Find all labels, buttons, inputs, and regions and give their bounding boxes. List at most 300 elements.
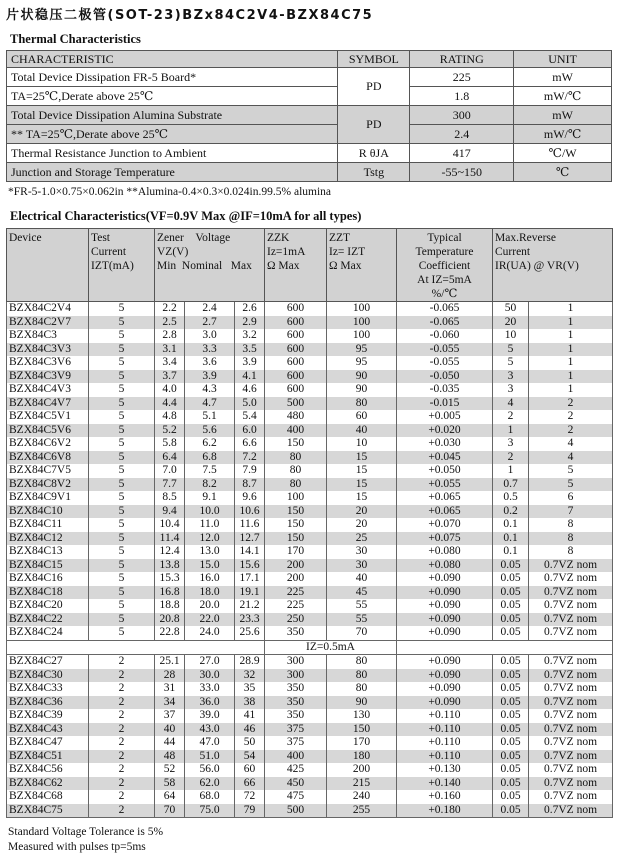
page-title: 片状稳压二极管(SOT-23)BZx84C2V4-BZX84C75 [6, 8, 374, 23]
device-cell: BZX84C24 [7, 626, 89, 640]
vz-max-cell: 4.6 [235, 383, 265, 397]
electrical-header-row [7, 229, 613, 302]
pulse-note: Measured with pulses tp=5ms [8, 841, 146, 853]
temp-coef-cell: +0.005 [397, 410, 493, 424]
zzk-cell: 400 [265, 424, 327, 438]
zzt-cell: 200 [327, 763, 397, 777]
zzk-cell: 600 [265, 329, 327, 343]
ir-cell: 1 [493, 464, 529, 478]
temp-coef-cell: +0.090 [397, 599, 493, 613]
vz-nom-cell: 20.0 [185, 599, 235, 613]
characteristic-cell: Thermal Resistance Junction to Ambient [7, 144, 338, 163]
device-cell: BZX84C15 [7, 559, 89, 573]
test-current-cell: 2 [89, 696, 155, 710]
rating-cell: 225 [410, 68, 514, 87]
zzk-cell: 80 [265, 464, 327, 478]
table-row [7, 397, 613, 411]
vr-cell: 0.7VZ nom [529, 613, 613, 627]
vz-nom-cell: 39.0 [185, 709, 235, 723]
table-row [7, 532, 613, 546]
zzk-cell: 300 [265, 669, 327, 683]
vz-max-cell: 7.2 [235, 451, 265, 465]
device-cell: BZX84C18 [7, 586, 89, 600]
characteristic-cell: Total Device Dissipation Alumina Substrate [7, 106, 338, 125]
vz-nom-cell: 13.0 [185, 545, 235, 559]
table-row [7, 478, 613, 492]
vz-min-cell: 25.1 [155, 655, 185, 669]
vz-nom-cell: 6.8 [185, 451, 235, 465]
device-cell: BZX84C51 [7, 750, 89, 764]
vz-min-cell: 2.8 [155, 329, 185, 343]
vz-nom-cell: 16.0 [185, 572, 235, 586]
header-line: IZT(mA) [91, 260, 134, 272]
device-cell: BZX84C8V2 [7, 478, 89, 492]
thermal-row [7, 144, 612, 163]
zzt-cell: 80 [327, 669, 397, 683]
temp-coef-cell: -0.055 [397, 356, 493, 370]
ir-cell: 10 [493, 329, 529, 343]
vz-max-cell: 66 [235, 777, 265, 791]
zzk-cell: 225 [265, 599, 327, 613]
temp-coef-cell: +0.090 [397, 586, 493, 600]
vz-min-cell: 20.8 [155, 613, 185, 627]
vz-nom-cell: 47.0 [185, 736, 235, 750]
vr-cell: 1 [529, 356, 613, 370]
table-row [7, 655, 613, 669]
header-line: VZ(V) [157, 246, 189, 258]
vr-cell: 1 [529, 329, 613, 343]
ir-cell: 5 [493, 356, 529, 370]
test-current-cell: 5 [89, 572, 155, 586]
device-cell: BZX84C75 [7, 804, 89, 818]
vz-min-cell: 3.1 [155, 343, 185, 357]
zzk-cell: 450 [265, 777, 327, 791]
vz-nom-cell: 4.3 [185, 383, 235, 397]
zzk-cell: 300 [265, 655, 327, 669]
vr-cell: 0.7VZ nom [529, 572, 613, 586]
vr-cell: 4 [529, 451, 613, 465]
table-row [7, 491, 613, 505]
test-current-cell: 2 [89, 669, 155, 683]
vz-max-cell: 7.9 [235, 464, 265, 478]
vz-max-cell: 12.7 [235, 532, 265, 546]
zzt-cell: 100 [327, 329, 397, 343]
temp-coef-cell: +0.090 [397, 696, 493, 710]
table-row [7, 518, 613, 532]
ir-cell: 0.05 [493, 682, 529, 696]
col-test-current [89, 229, 155, 302]
vr-cell: 2 [529, 424, 613, 438]
ir-cell: 0.05 [493, 750, 529, 764]
ir-cell: 3 [493, 370, 529, 384]
vz-nom-cell: 9.1 [185, 491, 235, 505]
thermal-table [6, 50, 612, 182]
ir-cell: 0.05 [493, 736, 529, 750]
table-row [7, 437, 613, 451]
vr-cell: 4 [529, 437, 613, 451]
vz-max-cell: 2.9 [235, 316, 265, 330]
zzt-cell: 30 [327, 545, 397, 559]
col-reverse-current [493, 229, 613, 302]
col-unit: UNIT [514, 51, 612, 68]
vz-min-cell: 40 [155, 723, 185, 737]
device-cell: BZX84C5V1 [7, 410, 89, 424]
vz-max-cell: 5.4 [235, 410, 265, 424]
vz-max-cell: 17.1 [235, 572, 265, 586]
ir-cell: 1 [493, 424, 529, 438]
zzt-cell: 20 [327, 505, 397, 519]
vz-min-cell: 6.4 [155, 451, 185, 465]
device-cell: BZX84C56 [7, 763, 89, 777]
zzt-cell: 20 [327, 518, 397, 532]
device-cell: BZX84C2V4 [7, 302, 89, 316]
vr-cell: 6 [529, 491, 613, 505]
vz-max-cell: 54 [235, 750, 265, 764]
zzk-cell: 350 [265, 696, 327, 710]
ir-cell: 0.05 [493, 599, 529, 613]
temp-coef-cell: +0.070 [397, 518, 493, 532]
vz-nom-cell: 43.0 [185, 723, 235, 737]
zzt-cell: 170 [327, 736, 397, 750]
temp-coef-cell: +0.065 [397, 505, 493, 519]
zzk-cell: 425 [265, 763, 327, 777]
rating-cell: -55~150 [410, 163, 514, 182]
temp-coef-cell: +0.130 [397, 763, 493, 777]
vz-nom-cell: 8.2 [185, 478, 235, 492]
zzk-cell: 600 [265, 302, 327, 316]
header-line: Ω Max [329, 260, 362, 272]
test-current-cell: 2 [89, 777, 155, 791]
test-current-cell: 5 [89, 343, 155, 357]
vz-min-cell: 31 [155, 682, 185, 696]
zzt-cell: 45 [327, 586, 397, 600]
vr-cell: 0.7VZ nom [529, 655, 613, 669]
zzk-cell: 80 [265, 451, 327, 465]
ir-cell: 0.05 [493, 763, 529, 777]
zzk-cell: 600 [265, 343, 327, 357]
vr-cell: 1 [529, 302, 613, 316]
zzk-cell: 600 [265, 356, 327, 370]
symbol-cell: Tstg [338, 163, 410, 182]
vz-max-cell: 11.6 [235, 518, 265, 532]
vz-nom-cell: 51.0 [185, 750, 235, 764]
ir-cell: 0.05 [493, 723, 529, 737]
ir-cell: 0.05 [493, 669, 529, 683]
vz-min-cell: 7.7 [155, 478, 185, 492]
table-row [7, 343, 613, 357]
ir-cell: 0.1 [493, 518, 529, 532]
test-current-cell: 2 [89, 655, 155, 669]
test-current-cell: 5 [89, 383, 155, 397]
vz-min-cell: 58 [155, 777, 185, 791]
ir-cell: 50 [493, 302, 529, 316]
unit-cell: mW/℃ [514, 87, 612, 106]
vz-min-cell: 11.4 [155, 532, 185, 546]
device-cell: BZX84C11 [7, 518, 89, 532]
vz-min-cell: 5.8 [155, 437, 185, 451]
vr-cell: 8 [529, 545, 613, 559]
table-row [7, 545, 613, 559]
device-cell: BZX84C43 [7, 723, 89, 737]
vr-cell: 0.7VZ nom [529, 709, 613, 723]
device-cell: BZX84C12 [7, 532, 89, 546]
test-current-cell: 5 [89, 329, 155, 343]
col-temp-coefficient [397, 229, 493, 302]
ir-cell: 4 [493, 397, 529, 411]
vr-cell: 0.7VZ nom [529, 790, 613, 804]
vz-nom-cell: 33.0 [185, 682, 235, 696]
table-row [7, 424, 613, 438]
ir-cell: 0.05 [493, 777, 529, 791]
zzk-cell: 150 [265, 532, 327, 546]
header-line: Zener Voltage [157, 232, 231, 244]
table-row [7, 505, 613, 519]
device-cell: BZX84C27 [7, 655, 89, 669]
vz-min-cell: 52 [155, 763, 185, 777]
test-current-cell: 5 [89, 505, 155, 519]
vz-min-cell: 10.4 [155, 518, 185, 532]
rating-cell: 2.4 [410, 125, 514, 144]
temp-coef-cell: -0.050 [397, 370, 493, 384]
vr-cell: 0.7VZ nom [529, 682, 613, 696]
vz-max-cell: 10.6 [235, 505, 265, 519]
test-current-cell: 5 [89, 518, 155, 532]
device-cell: BZX84C22 [7, 613, 89, 627]
unit-cell: ℃ [514, 163, 612, 182]
col-characteristic: CHARACTERISTIC [7, 51, 338, 68]
table-row [7, 696, 613, 710]
vz-min-cell: 28 [155, 669, 185, 683]
vz-max-cell: 35 [235, 682, 265, 696]
zzt-cell: 80 [327, 682, 397, 696]
temp-coef-cell: +0.160 [397, 790, 493, 804]
vz-max-cell: 38 [235, 696, 265, 710]
vz-nom-cell: 18.0 [185, 586, 235, 600]
table-row [7, 599, 613, 613]
characteristic-cell: Total Device Dissipation FR-5 Board* [7, 68, 338, 87]
temp-coef-cell: -0.065 [397, 316, 493, 330]
vr-cell: 2 [529, 397, 613, 411]
zzt-cell: 150 [327, 723, 397, 737]
vz-max-cell: 50 [235, 736, 265, 750]
test-current-cell: 2 [89, 750, 155, 764]
zzt-cell: 80 [327, 655, 397, 669]
ir-cell: 0.05 [493, 586, 529, 600]
vr-cell: 0.7VZ nom [529, 763, 613, 777]
device-cell: BZX84C6V2 [7, 437, 89, 451]
zzt-cell: 255 [327, 804, 397, 818]
vz-min-cell: 9.4 [155, 505, 185, 519]
temp-coef-cell: +0.065 [397, 491, 493, 505]
table-row [7, 723, 613, 737]
ir-cell: 0.05 [493, 655, 529, 669]
test-current-cell: 5 [89, 370, 155, 384]
rating-cell: 300 [410, 106, 514, 125]
ir-cell: 3 [493, 437, 529, 451]
zzk-cell: 375 [265, 723, 327, 737]
temp-coef-cell: +0.050 [397, 464, 493, 478]
ir-cell: 0.1 [493, 545, 529, 559]
ir-cell: 3 [493, 383, 529, 397]
test-current-cell: 2 [89, 790, 155, 804]
vz-min-cell: 2.5 [155, 316, 185, 330]
vz-nom-cell: 56.0 [185, 763, 235, 777]
vz-min-cell: 37 [155, 709, 185, 723]
table-row [7, 669, 613, 683]
header-line: Max.Reverse [495, 232, 556, 244]
vz-nom-cell: 27.0 [185, 655, 235, 669]
table-row [7, 777, 613, 791]
rating-cell: 1.8 [410, 87, 514, 106]
device-cell: BZX84C3V6 [7, 356, 89, 370]
col-zzk [265, 229, 327, 302]
vz-max-cell: 72 [235, 790, 265, 804]
zzt-cell: 55 [327, 613, 397, 627]
vz-nom-cell: 3.0 [185, 329, 235, 343]
zzt-cell: 15 [327, 478, 397, 492]
temp-coef-cell: -0.065 [397, 302, 493, 316]
vz-max-cell: 4.1 [235, 370, 265, 384]
separator-blank [7, 640, 265, 655]
separator-blank [397, 640, 613, 655]
device-cell: BZX84C36 [7, 696, 89, 710]
vz-min-cell: 7.0 [155, 464, 185, 478]
zzt-cell: 40 [327, 424, 397, 438]
vz-nom-cell: 75.0 [185, 804, 235, 818]
header-line: Temperature [415, 246, 474, 258]
test-current-cell: 5 [89, 586, 155, 600]
test-current-cell: 5 [89, 491, 155, 505]
test-current-cell: 2 [89, 736, 155, 750]
zzt-cell: 30 [327, 559, 397, 573]
device-cell: BZX84C33 [7, 682, 89, 696]
vz-nom-cell: 68.0 [185, 790, 235, 804]
iz-separator-label: IZ=0.5mA [265, 640, 397, 655]
zzt-cell: 100 [327, 316, 397, 330]
header-line: ZZT [329, 232, 351, 244]
vz-max-cell: 9.6 [235, 491, 265, 505]
symbol-cell: PD [338, 68, 410, 106]
vr-cell: 0.7VZ nom [529, 696, 613, 710]
zzk-cell: 80 [265, 478, 327, 492]
ir-cell: 20 [493, 316, 529, 330]
table-row [7, 464, 613, 478]
zzk-cell: 350 [265, 626, 327, 640]
thermal-header-row [7, 51, 612, 68]
ir-cell: 2 [493, 451, 529, 465]
vz-min-cell: 4.8 [155, 410, 185, 424]
vz-nom-cell: 3.9 [185, 370, 235, 384]
vz-nom-cell: 7.5 [185, 464, 235, 478]
zzk-cell: 350 [265, 709, 327, 723]
vz-max-cell: 2.6 [235, 302, 265, 316]
device-cell: BZX84C6V8 [7, 451, 89, 465]
test-current-cell: 5 [89, 437, 155, 451]
vz-max-cell: 3.2 [235, 329, 265, 343]
test-current-cell: 5 [89, 410, 155, 424]
vz-nom-cell: 30.0 [185, 669, 235, 683]
test-current-cell: 5 [89, 599, 155, 613]
header-line: ZZK [267, 232, 290, 244]
zzt-cell: 95 [327, 356, 397, 370]
vz-max-cell: 60 [235, 763, 265, 777]
zzk-cell: 400 [265, 750, 327, 764]
zzk-cell: 375 [265, 736, 327, 750]
temp-coef-cell: +0.030 [397, 437, 493, 451]
test-current-cell: 5 [89, 478, 155, 492]
table-row [7, 763, 613, 777]
vz-max-cell: 8.7 [235, 478, 265, 492]
device-cell: BZX84C5V6 [7, 424, 89, 438]
symbol-cell: R θJA [338, 144, 410, 163]
table-row [7, 626, 613, 640]
temp-coef-cell: +0.110 [397, 736, 493, 750]
vz-nom-cell: 3.3 [185, 343, 235, 357]
vz-max-cell: 5.0 [235, 397, 265, 411]
zzk-cell: 170 [265, 545, 327, 559]
device-cell: BZX84C47 [7, 736, 89, 750]
table-row [7, 370, 613, 384]
vr-cell: 0.7VZ nom [529, 736, 613, 750]
zzt-cell: 90 [327, 370, 397, 384]
test-current-cell: 5 [89, 559, 155, 573]
header-line: Current [91, 246, 127, 258]
vz-max-cell: 6.6 [235, 437, 265, 451]
electrical-heading: Electrical Characteristics(VF=0.9V Max @IF=10mA for all types) [10, 209, 362, 223]
vz-min-cell: 12.4 [155, 545, 185, 559]
vz-max-cell: 46 [235, 723, 265, 737]
zzk-cell: 200 [265, 559, 327, 573]
vr-cell: 5 [529, 464, 613, 478]
vz-min-cell: 48 [155, 750, 185, 764]
zzk-cell: 200 [265, 572, 327, 586]
device-cell: BZX84C68 [7, 790, 89, 804]
test-current-cell: 2 [89, 763, 155, 777]
vr-cell: 0.7VZ nom [529, 804, 613, 818]
zzt-cell: 130 [327, 709, 397, 723]
table-row [7, 329, 613, 343]
rating-cell: 417 [410, 144, 514, 163]
vr-cell: 1 [529, 316, 613, 330]
table-row [7, 451, 613, 465]
ir-cell: 0.05 [493, 790, 529, 804]
vz-nom-cell: 24.0 [185, 626, 235, 640]
device-cell: BZX84C4V3 [7, 383, 89, 397]
zzt-cell: 90 [327, 696, 397, 710]
device-cell: BZX84C9V1 [7, 491, 89, 505]
zzt-cell: 180 [327, 750, 397, 764]
table-row [7, 410, 613, 424]
vz-min-cell: 16.8 [155, 586, 185, 600]
header-line: IR(UA) @ VR(V) [495, 260, 579, 272]
vr-cell: 0.7VZ nom [529, 559, 613, 573]
symbol-cell: PD [338, 106, 410, 144]
ir-cell: 0.2 [493, 505, 529, 519]
thermal-heading: Thermal Characteristics [10, 32, 141, 46]
device-cell: BZX84C20 [7, 599, 89, 613]
vz-min-cell: 2.2 [155, 302, 185, 316]
zzk-cell: 150 [265, 505, 327, 519]
zzk-cell: 500 [265, 397, 327, 411]
vz-nom-cell: 5.6 [185, 424, 235, 438]
vz-nom-cell: 2.4 [185, 302, 235, 316]
vz-max-cell: 21.2 [235, 599, 265, 613]
temp-coef-cell: +0.090 [397, 613, 493, 627]
ir-cell: 0.7 [493, 478, 529, 492]
vr-cell: 0.7VZ nom [529, 750, 613, 764]
test-current-cell: 5 [89, 356, 155, 370]
vr-cell: 8 [529, 532, 613, 546]
